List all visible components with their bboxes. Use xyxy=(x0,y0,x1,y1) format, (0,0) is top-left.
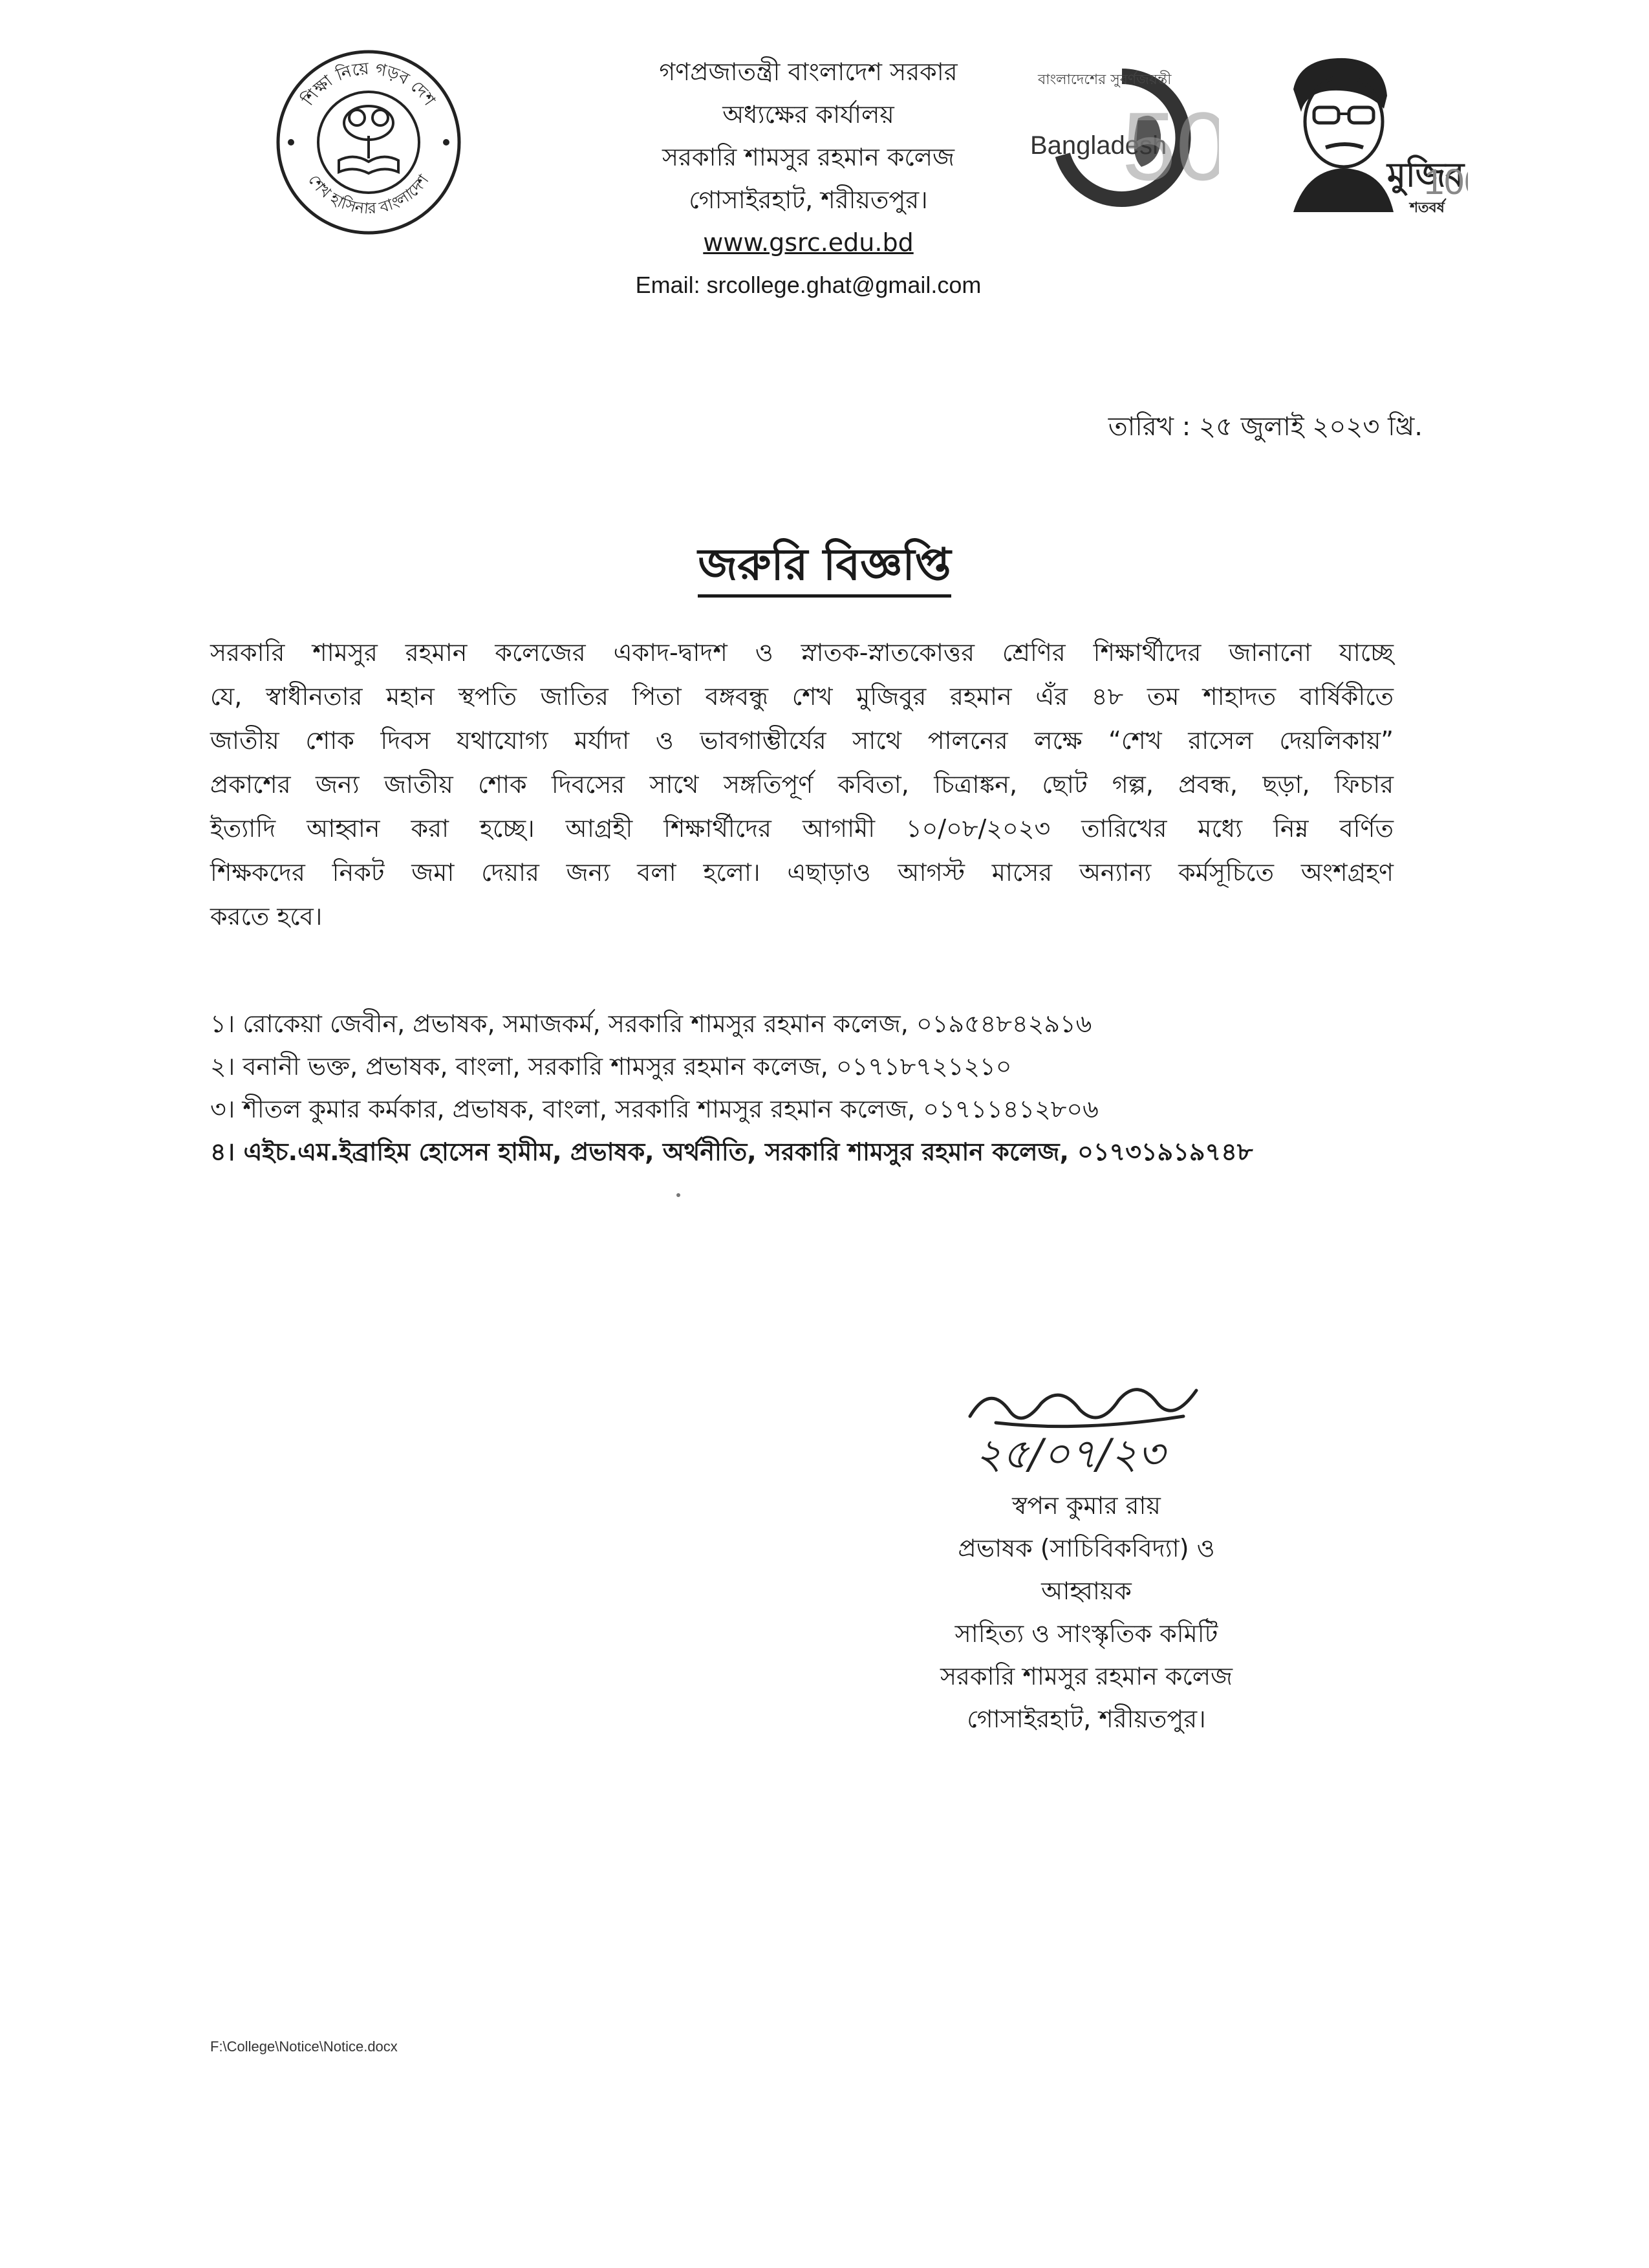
signatory-name: স্বপন কুমার রায় xyxy=(1012,1491,1161,1520)
college-address: গোসাইরহাট, শরীয়তপুর। xyxy=(689,186,928,214)
notice-body xyxy=(210,631,1394,938)
signatory-designation: প্রভাষক (সাচিবিকবিদ্যা) ও xyxy=(958,1534,1215,1562)
signatory-committee: সাহিত্য ও সাংস্কৃতিক কমিটি xyxy=(954,1619,1218,1648)
mujib-number: 10 xyxy=(1424,161,1465,202)
govt-name: গণপ্রজাতন্ত্রী বাংলাদেশ সরকার xyxy=(659,58,958,86)
office-name: অধ্যক্ষের কার্যালয় xyxy=(722,100,894,129)
seal-bottom-text: শেখ হাসিনার বাংলাদেশ xyxy=(305,171,433,218)
list-item: ২। বনানী ভক্ত, প্রভাষক, বাংলা, সরকারি শামসুর রহমান কলেজ, ০১৭১৮৭২১২১০ xyxy=(210,1052,1012,1081)
tree-book-icon xyxy=(339,106,398,173)
body-line: যে, স্বাধীনতার মহান স্থপতি জাতির পিতা বঙ্গবন্ধু শেখ মুজিবুর রহমান এঁর ৪৮ তম শাহাদত বার্ষিকীতে xyxy=(210,682,1394,711)
list-item: ১। রোকেয়া জেবীন, প্রভাষক, সমাজকর্ম, সরকারি শামসুর রহমান কলেজ, ০১৯৫৪৮৪২৯১৬ xyxy=(210,1010,1092,1038)
contact-list xyxy=(210,1002,1439,1173)
notice-title-wrap xyxy=(0,530,1649,604)
body-line: সরকারি শামসুর রহমান কলেজের একাদ-দ্বাদশ ও স্নাতক-স্নাতকোত্তর শ্রেণির শিক্ষার্থীদের জানানো যাচ্ছে xyxy=(210,638,1394,667)
list-item: ৩। শীতল কুমার কর্মকার, প্রভাষক, বাংলা, সরকারি শামসুর রহমান কলেজ, ০১৭১১৪১২৮০৬ xyxy=(210,1095,1099,1123)
speck-mark xyxy=(676,1193,680,1197)
file-path: F:\College\Notice\Notice.docx xyxy=(210,2038,398,2055)
signatory-location: গোসাইরহাট, শরীয়তপুর। xyxy=(967,1705,1206,1733)
seal-top-text: শিক্ষা নিয়ে গড়ব দেশ xyxy=(298,59,439,110)
bd50-caption: বাংলাদেশের সুবর্ণজয়ন্তী xyxy=(1038,72,1172,88)
notice-date: তারিখ : ২৫ জুলাই ২০২৩ খ্রি. xyxy=(1108,412,1423,442)
page-title: জরুরি বিজ্ঞপ্তি xyxy=(698,539,951,598)
bangladesh-50-logo xyxy=(1025,57,1219,212)
email-line[interactable]: Email: srcollege.ghat@gmail.com xyxy=(635,272,982,298)
svg-text:শেখ হাসিনার বাংলাদেশ xyxy=(305,171,433,217)
signatory-block xyxy=(841,1484,1332,1740)
letterhead xyxy=(517,50,1099,307)
mujib-100-portrait-logo xyxy=(1255,50,1468,219)
mujib-sub: শতবর্ষ xyxy=(1410,200,1445,216)
body-line: ইত্যাদি আহ্বান করা হচ্ছে। আগ্রহী শিক্ষার্থীদের আগামী ১০/০৮/২০২৩ তারিখের মধ্যে নিম্ন বর্ণিত xyxy=(210,814,1394,843)
portrait-icon xyxy=(1293,58,1394,212)
signatory-role: আহ্বায়ক xyxy=(1041,1577,1132,1605)
body-line: করতে হবে। xyxy=(210,902,323,931)
body-line: জাতীয় শোক দিবস যথাযোগ্য মর্যাদা ও ভাবগাম্ভীর্যের সাথে পালনের লক্ষে “শেখ রাসেল দেয়লিকায়” xyxy=(210,726,1394,755)
list-item: ৪। এইচ.এম.ইব্রাহিম হোসেন হামীম, প্রভাষক, অর্থনীতি, সরকারি শামসুর রহমান কলেজ, ০১৭৩১৯১৯৭৪৮ xyxy=(210,1138,1253,1166)
bd50-number: 50 xyxy=(1122,92,1219,200)
bd50-word: Bangladesh xyxy=(1030,131,1167,160)
website-link[interactable]: www.gsrc.edu.bd xyxy=(703,228,914,257)
signatory-college: সরকারি শামসুর রহমান কলেজ xyxy=(940,1662,1233,1690)
college-name: সরকারি শামসুর রহমান কলেজ xyxy=(662,143,955,171)
body-line: শিক্ষকদের নিকট জমা দেয়ার জন্য বলা হলো। এছাড়াও আগস্ট মাসের অন্যান্য কর্মসূচিতে অংশগ্রহণ xyxy=(210,858,1394,887)
signature-date: ২৫/০৭/২৩ xyxy=(975,1431,1165,1478)
college-seal-emblem xyxy=(272,45,466,239)
body-line: প্রকাশের জন্য জাতীয় শোক দিবসের সাথে সঙ্গতিপূর্ণ কবিতা, চিত্রাঙ্কন, ছোট গল্প, প্রবন্ধ, ছড়া, ফিচার xyxy=(210,770,1394,799)
mujib-word: মুজিব xyxy=(1387,156,1465,195)
